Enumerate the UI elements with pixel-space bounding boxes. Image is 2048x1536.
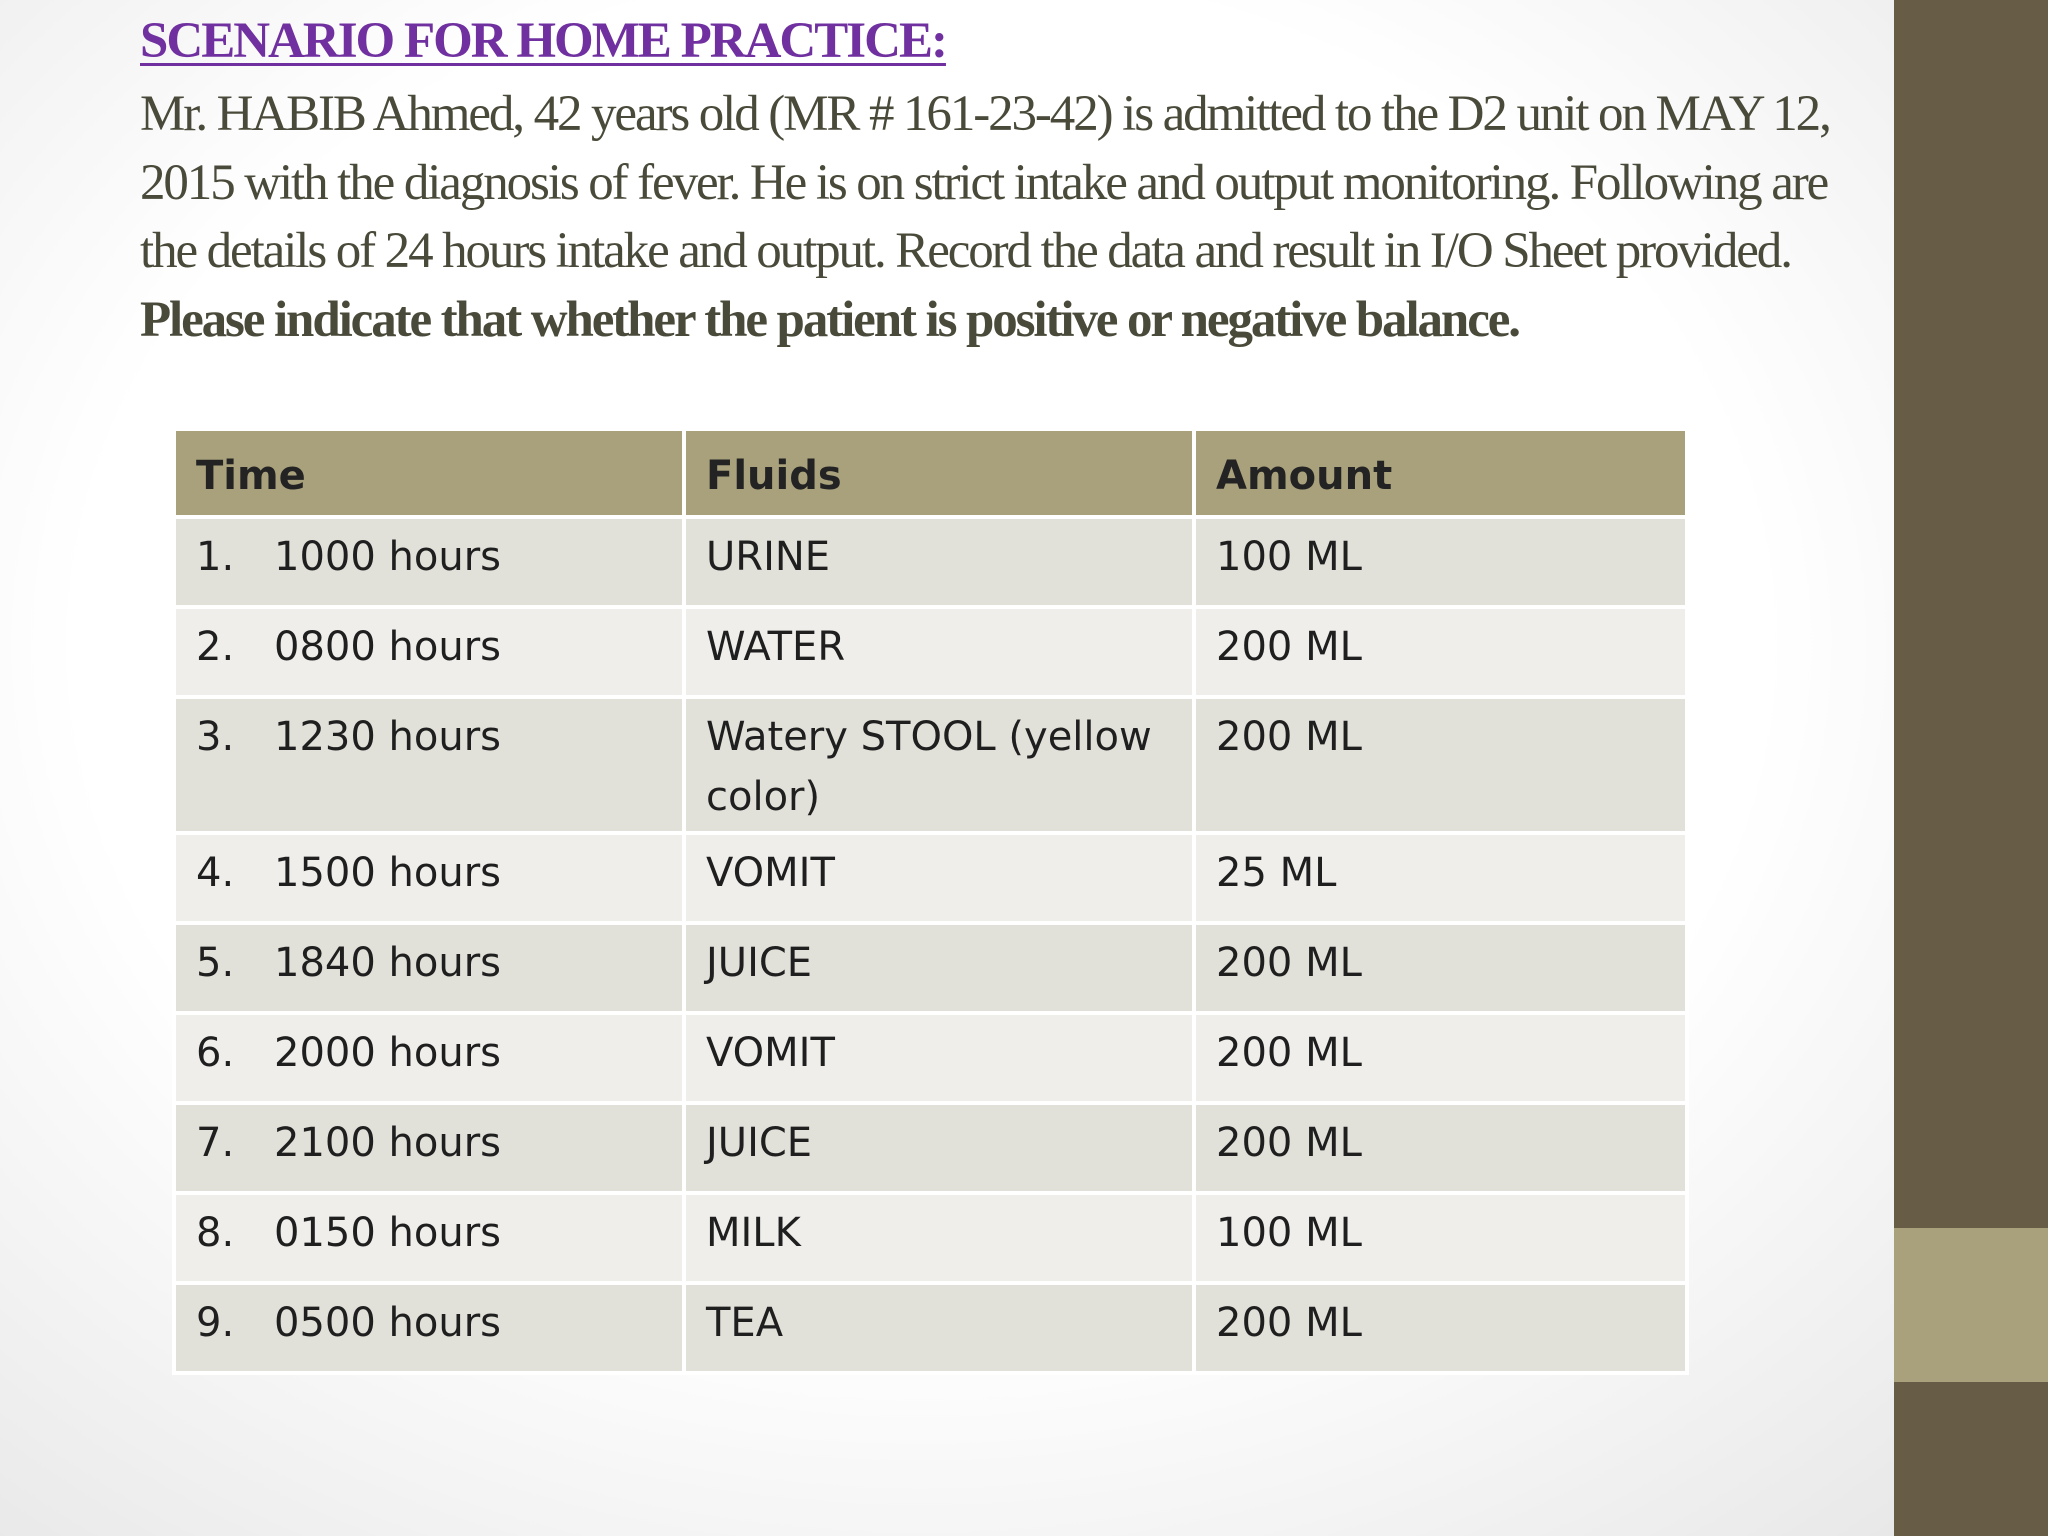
table-row — [174, 923, 1687, 1013]
row-number: 2. — [196, 624, 235, 670]
table-row — [174, 1193, 1687, 1283]
cell-fluid: VOMIT — [684, 1013, 1194, 1103]
time-value: 2000 hours — [274, 1030, 501, 1076]
row-number: 6. — [196, 1030, 235, 1076]
time-value: 2100 hours — [274, 1120, 501, 1166]
cell-time — [174, 833, 684, 923]
cell-amount: 200 ML — [1194, 1013, 1687, 1103]
scenario-text: Mr. HABIB Ahmed, 42 years old (MR # 161-23-42) is admitted to the D2 unit on MAY 12, 2015 with the diagnosis of fever. He is on strict intake and output monitoring. Following are the details of 24 hours intake and output. Record the data and result in I/O Sheet provided. — [140, 86, 1830, 279]
intake-output-table — [172, 427, 1689, 1375]
row-number: 3. — [196, 714, 235, 760]
table-body — [174, 517, 1687, 1373]
cell-fluid: JUICE — [684, 1103, 1194, 1193]
table-header-row — [174, 429, 1687, 517]
time-value: 0500 hours — [274, 1300, 501, 1346]
cell-amount: 100 ML — [1194, 517, 1687, 607]
header-time: Time — [174, 429, 684, 517]
cell-fluid: JUICE — [684, 923, 1194, 1013]
scenario-paragraph — [140, 80, 1885, 354]
cell-fluid: URINE — [684, 517, 1194, 607]
row-number: 9. — [196, 1300, 235, 1346]
time-value: 1500 hours — [274, 850, 501, 896]
row-number: 1. — [196, 534, 235, 580]
row-number: 7. — [196, 1120, 235, 1166]
cell-time — [174, 517, 684, 607]
header-amount: Amount — [1194, 429, 1687, 517]
table-row — [174, 607, 1687, 697]
cell-amount: 200 ML — [1194, 697, 1687, 833]
cell-amount: 200 ML — [1194, 607, 1687, 697]
cell-fluid: Watery STOOL (yellow color) — [684, 697, 1194, 833]
table-row — [174, 833, 1687, 923]
cell-amount: 25 ML — [1194, 833, 1687, 923]
cell-amount: 200 ML — [1194, 923, 1687, 1013]
time-value: 1840 hours — [274, 940, 501, 986]
scenario-emphasis: Please indicate that whether the patient is positive or negative balance. — [140, 291, 1519, 348]
slide-heading: SCENARIO FOR HOME PRACTICE: — [140, 13, 946, 69]
cell-amount: 200 ML — [1194, 1103, 1687, 1193]
table-row — [174, 1013, 1687, 1103]
time-value: 0150 hours — [274, 1210, 501, 1256]
row-number: 8. — [196, 1210, 235, 1256]
header-fluids: Fluids — [684, 429, 1194, 517]
cell-amount: 100 ML — [1194, 1193, 1687, 1283]
sidebar-accent-band — [1894, 1228, 2048, 1382]
cell-time — [174, 1283, 684, 1373]
cell-fluid: MILK — [684, 1193, 1194, 1283]
cell-fluid: TEA — [684, 1283, 1194, 1373]
cell-fluid: VOMIT — [684, 833, 1194, 923]
table-row — [174, 1103, 1687, 1193]
row-number: 4. — [196, 850, 235, 896]
cell-amount: 200 ML — [1194, 1283, 1687, 1373]
cell-time — [174, 1103, 684, 1193]
time-value: 0800 hours — [274, 624, 501, 670]
cell-time — [174, 697, 684, 833]
cell-time — [174, 1193, 684, 1283]
time-value: 1000 hours — [274, 534, 501, 580]
table-row — [174, 1283, 1687, 1373]
row-number: 5. — [196, 940, 235, 986]
cell-fluid: WATER — [684, 607, 1194, 697]
table-row — [174, 697, 1687, 833]
table-row — [174, 517, 1687, 607]
time-value: 1230 hours — [274, 714, 501, 760]
cell-time — [174, 1013, 684, 1103]
cell-time — [174, 607, 684, 697]
cell-time — [174, 923, 684, 1013]
